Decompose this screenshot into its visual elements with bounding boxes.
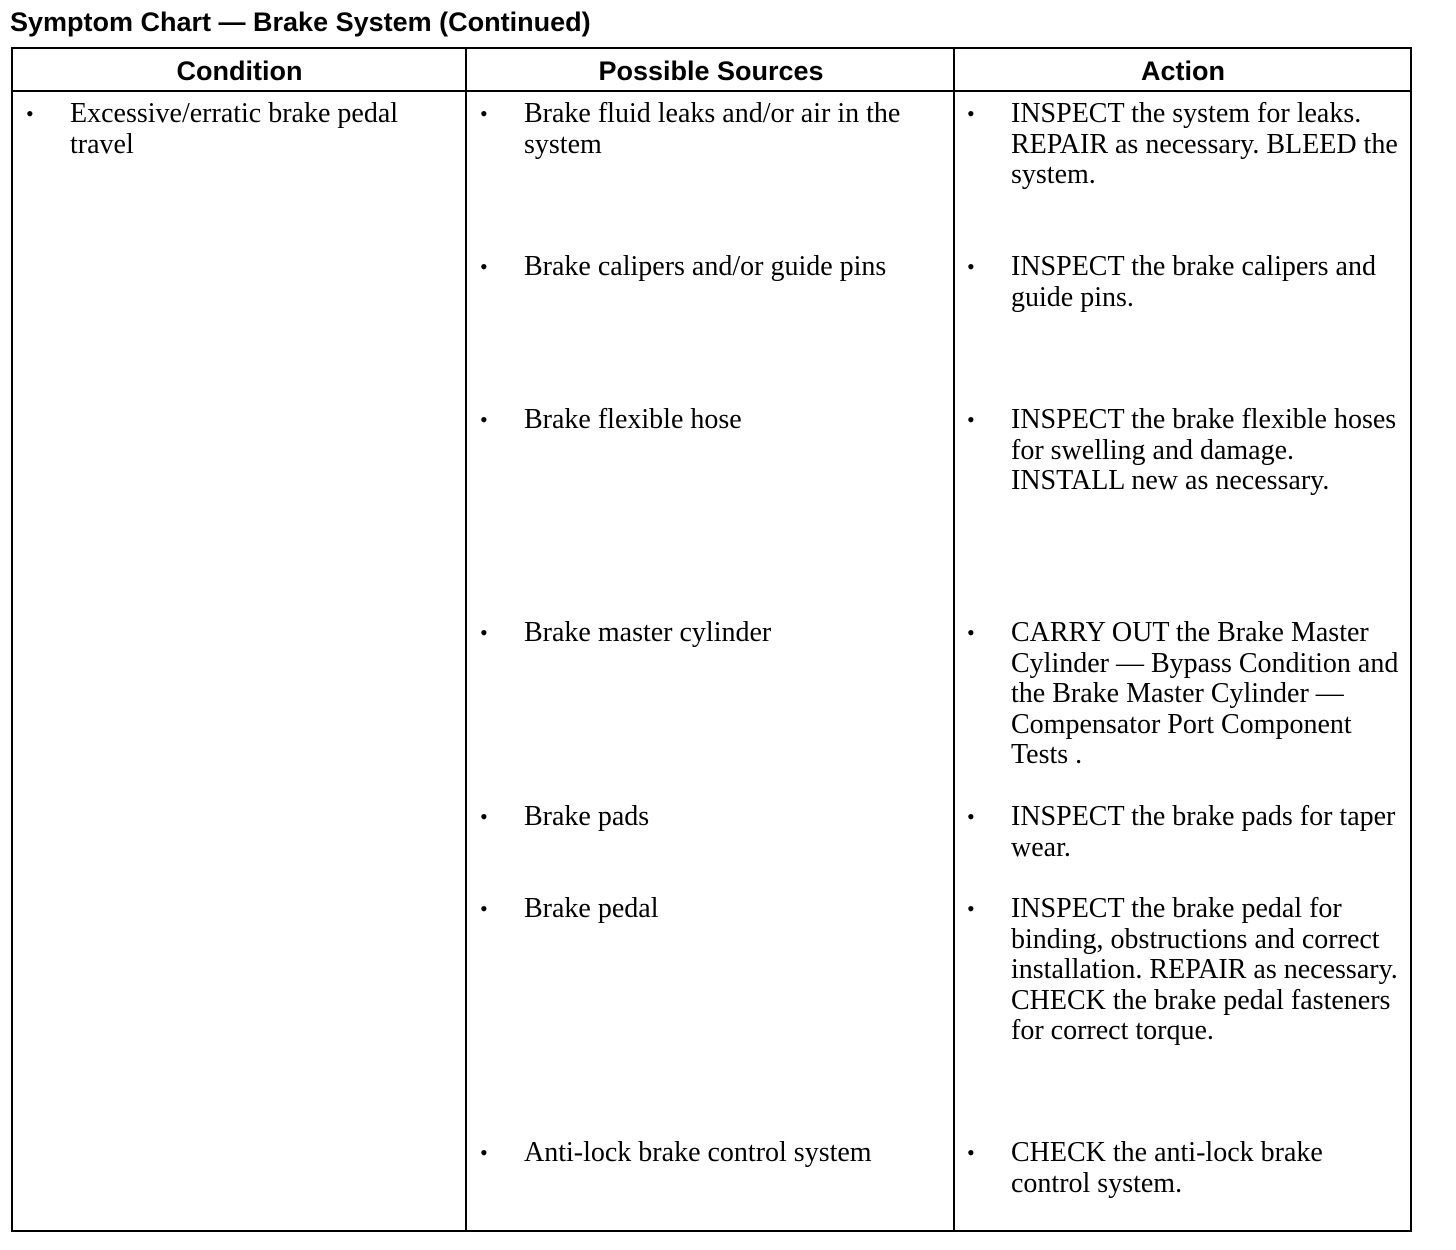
action-text: INSPECT the brake flexible hoses for swelling and damage. INSTALL new as necessary.	[1011, 404, 1397, 496]
action-text: INSPECT the system for leaks. REPAIR as necessary. BLEED the system.	[1011, 98, 1398, 190]
bullet-icon: •	[480, 254, 488, 279]
bullet-icon: •	[967, 407, 975, 432]
bullet-icon: •	[480, 101, 488, 126]
condition-text: Excessive/erratic brake pedal travel	[70, 98, 399, 160]
action-text: CARRY OUT the Brake Master Cylinder — Bypass Condition and the Brake Master Cylinder — Compensator Port Component Tests .	[1011, 617, 1399, 770]
source-text: Brake fluid leaks and/or air in the system	[524, 98, 901, 160]
bullet-icon: •	[26, 101, 34, 126]
source-text: Brake calipers and/or guide pins	[524, 251, 887, 282]
bullet-icon: •	[967, 1140, 975, 1165]
column-divider	[465, 49, 467, 1230]
header-possible-sources: Possible Sources	[598, 56, 824, 86]
bullet-icon: •	[480, 1140, 488, 1165]
action-text: INSPECT the brake pads for taper wear.	[1011, 801, 1396, 863]
source-text: Brake flexible hose	[524, 404, 742, 435]
bullet-icon: •	[967, 101, 975, 126]
source-text: Brake pedal	[524, 893, 659, 924]
bullet-icon: •	[967, 620, 975, 645]
source-text: Anti-lock brake control system	[524, 1137, 872, 1168]
bullet-icon: •	[480, 896, 488, 921]
bullet-icon: •	[480, 407, 488, 432]
page-title: Symptom Chart — Brake System (Continued)	[10, 7, 591, 37]
action-text: CHECK the anti-lock brake control system.	[1011, 1137, 1323, 1199]
source-text: Brake master cylinder	[524, 617, 772, 648]
column-divider	[953, 49, 955, 1230]
header-condition: Condition	[176, 56, 303, 86]
bullet-icon: •	[967, 896, 975, 921]
bullet-icon: •	[967, 254, 975, 279]
bullet-icon: •	[967, 804, 975, 829]
symptom-chart-table	[11, 47, 1412, 1232]
action-text: INSPECT the brake pedal for binding, obstructions and correct installation. REPAIR as necessary. CHECK the brake pedal fasteners for correct torque.	[1011, 893, 1398, 1046]
action-text: INSPECT the brake calipers and guide pins.	[1011, 251, 1376, 313]
bullet-icon: •	[480, 620, 488, 645]
source-text: Brake pads	[524, 801, 650, 832]
header-action: Action	[1141, 56, 1225, 86]
bullet-icon: •	[480, 804, 488, 829]
table-header-row	[13, 49, 1410, 92]
